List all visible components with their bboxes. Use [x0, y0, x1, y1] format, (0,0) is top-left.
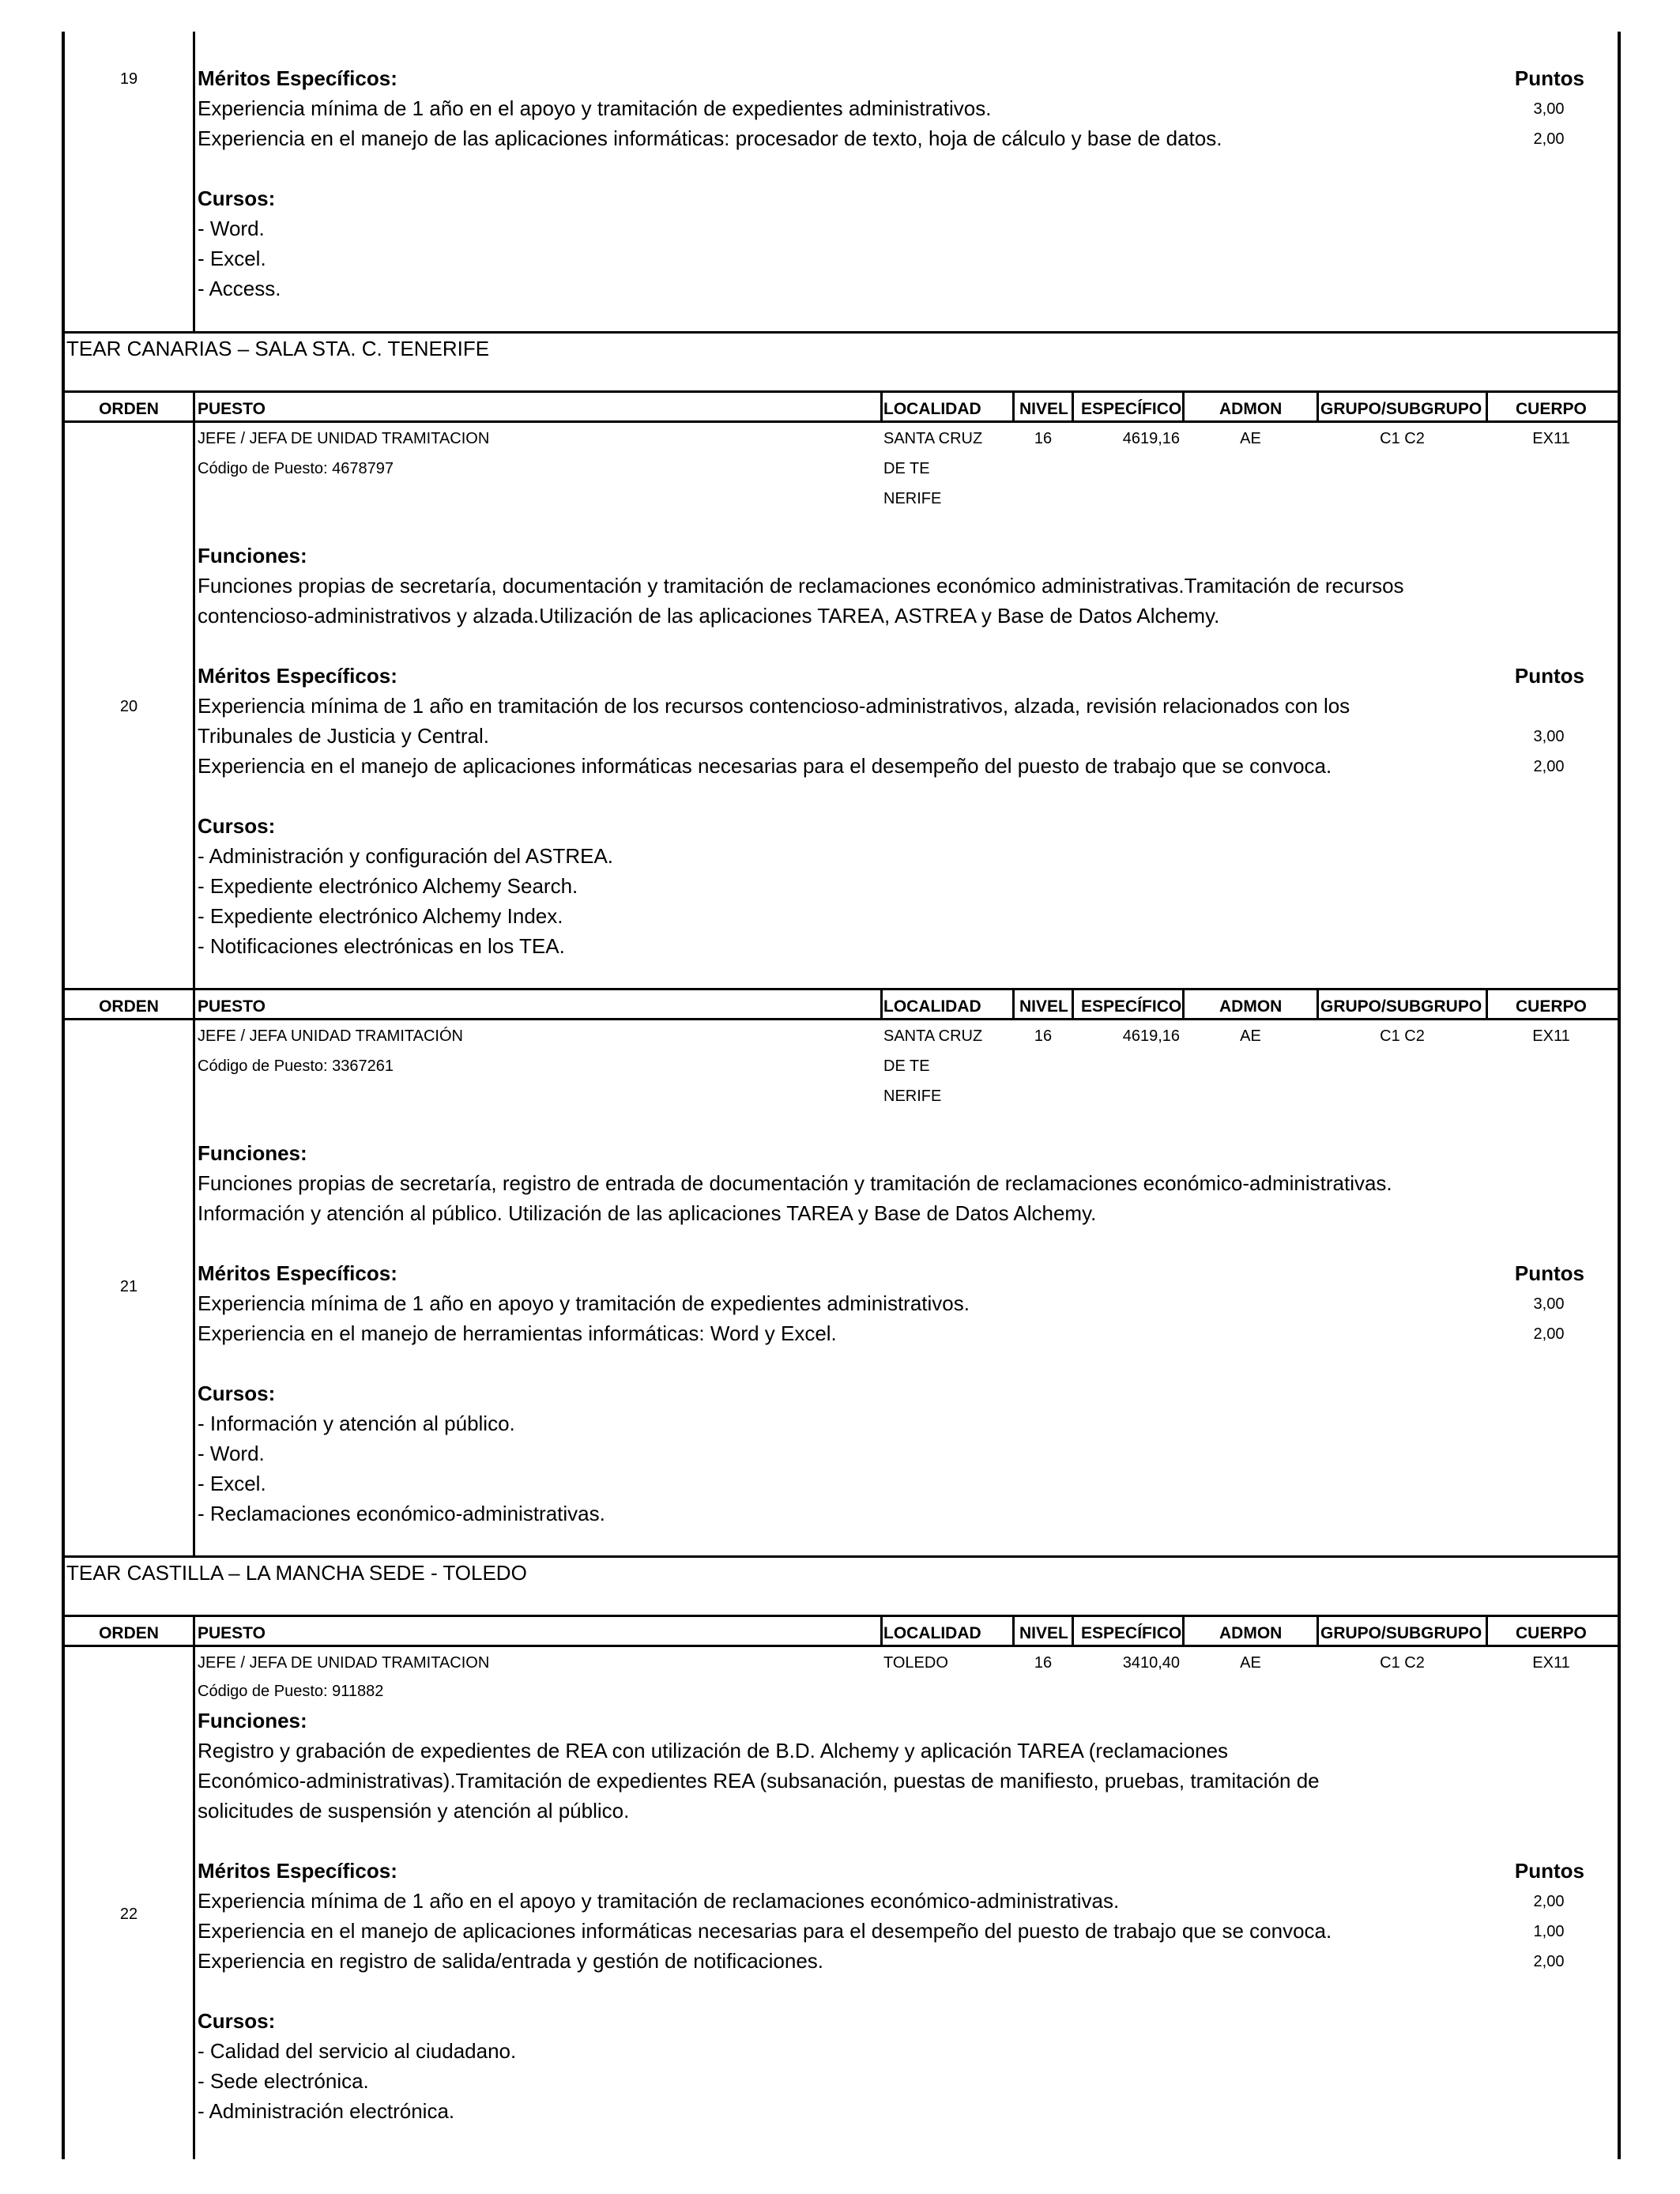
col-header-nivel: NIVEL	[1019, 400, 1068, 418]
row-divider	[62, 1615, 1618, 1617]
cuerpo-value: EX11	[1532, 1027, 1570, 1045]
merito-line: Experiencia en el manejo de aplicaciones informáticas necesarias para el desempeño del puesto de trabajo que se convoca.	[198, 1919, 1332, 1943]
localidad-line: DE TE	[883, 1057, 930, 1075]
merito-points: 2,00	[1533, 758, 1565, 775]
funciones-line: Funciones propias de secretaría, documentación y tramitación de reclamaciones económico administrativas.Tramitación de recursos	[198, 574, 1404, 598]
column-divider	[193, 988, 195, 1557]
column-divider	[880, 1615, 883, 1646]
col-header-cuerpo: CUERPO	[1516, 400, 1587, 418]
col-header-puesto: PUESTO	[198, 1624, 266, 1642]
curso-item: - Access.	[198, 277, 281, 300]
curso-item: - Word.	[198, 217, 265, 240]
col-header-especifico: ESPECÍFICO	[1081, 1624, 1182, 1642]
orden-value: 21	[119, 1278, 138, 1295]
column-divider	[1317, 1615, 1319, 1646]
admon-value: AE	[1240, 1027, 1261, 1045]
funciones-line: solicitudes de suspensión y atención al público.	[198, 1799, 630, 1823]
col-header-orden: ORDEN	[99, 997, 159, 1016]
merito-points: 2,00	[1533, 1893, 1565, 1910]
curso-item: - Notificaciones electrónicas en los TEA.	[198, 934, 565, 958]
merito-points: 3,00	[1533, 728, 1565, 745]
cursos-heading: Cursos:	[198, 814, 276, 838]
column-divider	[1486, 988, 1488, 1020]
cursos-heading: Cursos:	[198, 2009, 276, 2033]
merito-line: Experiencia mínima de 1 año en el apoyo y tramitación de reclamaciones económico-administrativas.	[198, 1889, 1120, 1913]
column-divider	[193, 390, 195, 988]
funciones-line: contencioso-administrativos y alzada.Utilización de las aplicaciones TAREA, ASTREA y Base de Datos Alchemy.	[198, 604, 1220, 628]
nivel-value: 16	[1034, 430, 1053, 447]
col-header-especifico: ESPECÍFICO	[1081, 997, 1182, 1016]
col-header-admon: ADMON	[1219, 400, 1283, 418]
curso-item: - Sede electrónica.	[198, 2069, 369, 2093]
cursos-heading: Cursos:	[198, 187, 276, 210]
grupo-value: C1 C2	[1380, 1654, 1425, 1672]
funciones-heading: Funciones:	[198, 1141, 307, 1165]
curso-item: - Word.	[198, 1442, 265, 1465]
especifico-value: 3410,40	[1122, 1654, 1180, 1672]
merito-line: Experiencia mínima de 1 año en el apoyo y tramitación de expedientes administrativos.	[198, 96, 992, 120]
col-header-cuerpo: CUERPO	[1516, 997, 1587, 1016]
col-header-orden: ORDEN	[99, 400, 159, 418]
row-divider	[62, 1555, 1618, 1558]
merito-points: 2,00	[1533, 1953, 1565, 1970]
orden-value: 22	[119, 1906, 138, 1923]
column-divider	[1072, 390, 1074, 422]
column-divider	[1486, 1615, 1488, 1646]
col-header-grupo: GRUPO/SUBGRUPO	[1320, 1624, 1482, 1642]
row-divider	[62, 1018, 1618, 1020]
puesto-name: JEFE / JEFA DE UNIDAD TRAMITACION	[198, 1654, 490, 1672]
merito-line: Experiencia en el manejo de aplicaciones informáticas necesarias para el desempeño del puesto de trabajo que se convoca.	[198, 754, 1332, 778]
funciones-line: Información y atención al público. Utilización de las aplicaciones TAREA y Base de Datos Alchemy.	[198, 1201, 1097, 1225]
column-divider	[193, 1615, 195, 2159]
merito-line: Experiencia en el manejo de las aplicaciones informáticas: procesador de texto, hoja de cálculo y base de datos.	[198, 126, 1222, 150]
meritos-heading: Méritos Específicos:	[198, 1859, 397, 1883]
col-header-localidad: LOCALIDAD	[883, 1624, 981, 1642]
orden-value: 19	[119, 70, 138, 88]
curso-item: - Expediente electrónico Alchemy Search.	[198, 874, 578, 898]
funciones-line: Registro y grabación de expedientes de REA con utilización de B.D. Alchemy y aplicación TAREA (reclamaciones	[198, 1739, 1229, 1762]
column-divider	[1012, 390, 1015, 422]
puesto-code: Código de Puesto: 3367261	[198, 1057, 394, 1075]
puntos-heading: Puntos	[1514, 1859, 1584, 1883]
col-header-nivel: NIVEL	[1019, 997, 1068, 1016]
row-divider	[62, 1645, 1618, 1647]
merito-points: 2,00	[1533, 130, 1565, 148]
puesto-code: Código de Puesto: 4678797	[198, 460, 394, 477]
admon-value: AE	[1240, 430, 1261, 447]
curso-item: - Reclamaciones económico-administrativas.	[198, 1502, 605, 1525]
nivel-value: 16	[1034, 1027, 1053, 1045]
row-divider	[62, 420, 1618, 423]
col-header-grupo: GRUPO/SUBGRUPO	[1320, 400, 1482, 418]
localidad-line: TOLEDO	[883, 1654, 948, 1672]
localidad-line: NERIFE	[883, 490, 942, 507]
column-divider	[1012, 1615, 1015, 1646]
column-divider	[1012, 988, 1015, 1020]
col-header-especifico: ESPECÍFICO	[1081, 400, 1182, 418]
column-divider	[1072, 988, 1074, 1020]
merito-line: Experiencia en el manejo de herramientas informáticas: Word y Excel.	[198, 1321, 837, 1345]
col-header-cuerpo: CUERPO	[1516, 1624, 1587, 1642]
curso-item: - Excel.	[198, 247, 266, 270]
col-header-puesto: PUESTO	[198, 997, 266, 1016]
col-header-puesto: PUESTO	[198, 400, 266, 418]
curso-item: - Expediente electrónico Alchemy Index.	[198, 904, 563, 928]
curso-item: - Calidad del servicio al ciudadano.	[198, 2039, 517, 2063]
cuerpo-value: EX11	[1532, 430, 1570, 447]
column-divider	[880, 988, 883, 1020]
merito-points: 1,00	[1533, 1923, 1565, 1940]
row-divider	[62, 331, 1618, 334]
grupo-value: C1 C2	[1380, 1027, 1425, 1045]
merito-points: 2,00	[1533, 1325, 1565, 1343]
puntos-heading: Puntos	[1514, 664, 1584, 688]
meritos-heading: Méritos Específicos:	[198, 66, 397, 90]
curso-item: - Información y atención al público.	[198, 1412, 515, 1435]
office-header-canarias: TEAR CANARIAS – SALA STA. C. TENERIFE	[66, 337, 490, 360]
column-divider	[1317, 988, 1319, 1020]
col-header-nivel: NIVEL	[1019, 1624, 1068, 1642]
cursos-heading: Cursos:	[198, 1382, 276, 1405]
merito-line: Experiencia mínima de 1 año en apoyo y tramitación de expedientes administrativos.	[198, 1291, 970, 1315]
column-divider	[1317, 390, 1319, 422]
meritos-heading: Méritos Específicos:	[198, 1261, 397, 1285]
office-header-castilla: TEAR CASTILLA – LA MANCHA SEDE - TOLEDO	[66, 1561, 527, 1585]
puesto-code: Código de Puesto: 911882	[198, 1683, 384, 1700]
merito-line: Experiencia mínima de 1 año en tramitación de los recursos contencioso-administrativos, alzada, revisión relacionados con los	[198, 694, 1350, 718]
merito-line: Tribunales de Justicia y Central.	[198, 724, 489, 748]
column-divider	[1072, 1615, 1074, 1646]
puesto-name: JEFE / JEFA DE UNIDAD TRAMITACION	[198, 430, 490, 447]
funciones-heading: Funciones:	[198, 544, 307, 567]
curso-item: - Excel.	[198, 1472, 266, 1495]
column-divider	[1486, 390, 1488, 422]
row-divider	[62, 390, 1618, 393]
col-header-grupo: GRUPO/SUBGRUPO	[1320, 997, 1482, 1016]
funciones-heading: Funciones:	[198, 1709, 307, 1732]
meritos-heading: Méritos Específicos:	[198, 664, 397, 688]
column-divider	[1182, 390, 1185, 422]
column-divider	[1182, 988, 1185, 1020]
column-divider	[193, 32, 195, 333]
funciones-line: Funciones propias de secretaría, registro de entrada de documentación y tramitación de reclamaciones económico-administrativas.	[198, 1171, 1392, 1195]
orden-value: 20	[119, 698, 138, 715]
localidad-line: NERIFE	[883, 1088, 942, 1105]
merito-points: 3,00	[1533, 100, 1565, 118]
admon-value: AE	[1240, 1654, 1261, 1672]
col-header-admon: ADMON	[1219, 1624, 1283, 1642]
especifico-value: 4619,16	[1122, 1027, 1180, 1045]
localidad-line: SANTA CRUZ	[883, 1027, 983, 1045]
puesto-name: JEFE / JEFA UNIDAD TRAMITACIÓN	[198, 1027, 463, 1045]
col-header-localidad: LOCALIDAD	[883, 997, 981, 1016]
cuerpo-value: EX11	[1532, 1654, 1570, 1672]
nivel-value: 16	[1034, 1654, 1053, 1672]
col-header-admon: ADMON	[1219, 997, 1283, 1016]
localidad-line: DE TE	[883, 460, 930, 477]
curso-item: - Administración y configuración del ASTREA.	[198, 844, 614, 868]
especifico-value: 4619,16	[1122, 430, 1180, 447]
col-header-orden: ORDEN	[99, 1624, 159, 1642]
row-divider	[62, 988, 1618, 990]
grupo-value: C1 C2	[1380, 430, 1425, 447]
curso-item: - Administración electrónica.	[198, 2099, 455, 2123]
merito-points: 3,00	[1533, 1295, 1565, 1313]
col-header-localidad: LOCALIDAD	[883, 400, 981, 418]
column-divider	[880, 390, 883, 422]
puntos-heading: Puntos	[1514, 66, 1584, 90]
column-divider	[1182, 1615, 1185, 1646]
merito-line: Experiencia en registro de salida/entrada y gestión de notificaciones.	[198, 1949, 824, 1973]
localidad-line: SANTA CRUZ	[883, 430, 983, 447]
funciones-line: Económico-administrativas).Tramitación de expedientes REA (subsanación, puestas de manifiesto, pruebas, tramitación de	[198, 1769, 1320, 1793]
puntos-heading: Puntos	[1514, 1261, 1584, 1285]
